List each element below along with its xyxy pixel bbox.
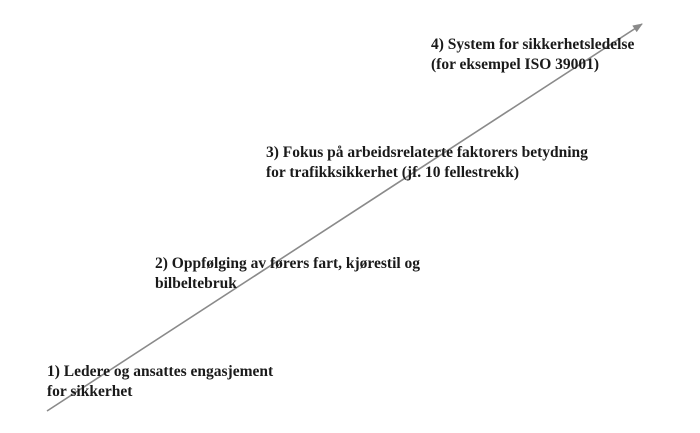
step-2-line-2: bilbeltebruk <box>155 275 237 292</box>
step-1-leader-engagement <box>47 362 273 402</box>
step-1-line-2: for sikkerhet <box>47 383 133 400</box>
step-2-driver-follow-up <box>155 254 420 294</box>
step-3-work-related-factors <box>266 143 588 183</box>
step-4-system-for-safety-management <box>431 35 634 75</box>
step-2-line-1: 2) Oppfølging av førers fart, kjørestil og <box>155 255 421 272</box>
step-3-line-1: 3) Fokus på arbeidsrelaterte faktorers betydning <box>266 144 588 161</box>
step-1-line-1: 1) Ledere og ansattes engasjement <box>47 363 274 380</box>
step-3-line-2: for trafikksikkerhet (jf. 10 fellestrekk) <box>266 164 519 181</box>
step-4-line-2: (for eksempel ISO 39001) <box>431 56 600 73</box>
step-4-line-1: 4) System for sikkerhetsledelse <box>431 36 635 53</box>
